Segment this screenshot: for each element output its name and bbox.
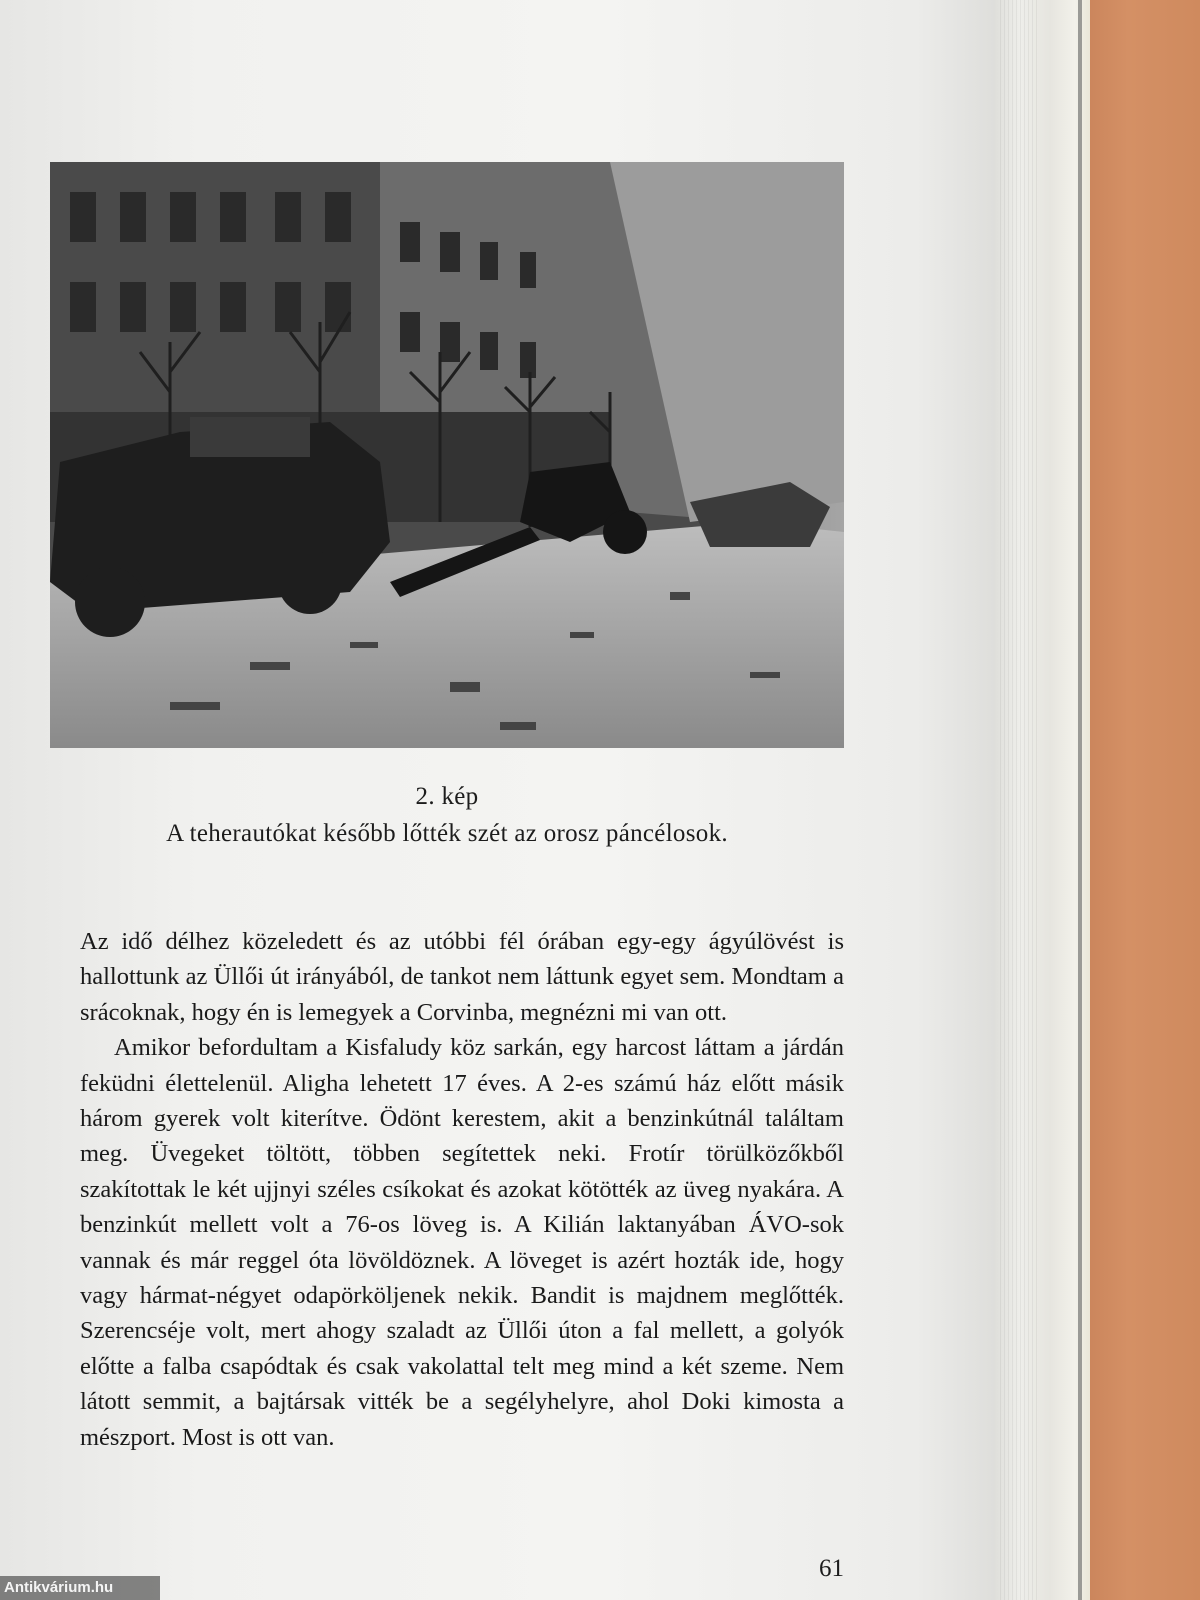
body-text [80,924,844,1455]
table-background [1080,0,1200,1600]
street-photograph [50,162,844,748]
page-edge-lines [1000,0,1040,1600]
book-cover-edge [1078,0,1082,1600]
street-scene-image [50,162,844,748]
watermark-logo: Antikvárium.hu [0,1576,160,1600]
paragraph: Az idő délhez közeledett és az utóbbi fél órában egy-egy ágyúlövést is hallottunk az Üllői út irányából, de tankot nem láttunk egyet sem. Mondtam a srácoknak, hogy én is lemegyek a Corvinba, megnézni mi van ott. [80,928,844,1026]
page-number: 61 [819,1555,844,1582]
paragraph: Amikor befordultam a Kisfaludy köz sarkán, egy harcost láttam a járdán feküdni élettelenül. Aligha lehetett 17 éves. A 2-es számú ház előtt másik három gyerek volt kiterítve. Ödönt kerestem, akit a benzinkútnál találtam meg. Üvegeket töltött, többen segítettek neki. Frotír törülközőkből szakítottak le két ujjnyi széles csíkokat és azokat kötötték az üveg nyakára. A benzinkút mellett volt a 76-os löveg is. A Kilián laktanyában ÁVO-sok vannak és már reggel óta lövöldöznek. A löveget is azért hozták ide, hogy vagy hármat-négyet odapörköljenek nekik. Bandit is majdnem meglőtték. Szerencséje volt, mert ahogy szaladt az Üllői úton a fal mellett, a golyók előtte a falba csapódtak és csak vakolattal telt meg mind a két szeme. Nem látott semmit, a bajtársak vitték be a segélyhelyre, ahol Doki kimosta a mészport. Most is ott van. [80,1034,844,1451]
figure-label: 2. kép [415,783,479,810]
figure-caption: A teherautókat később lőtték szét az orosz páncélosok. [166,820,728,847]
